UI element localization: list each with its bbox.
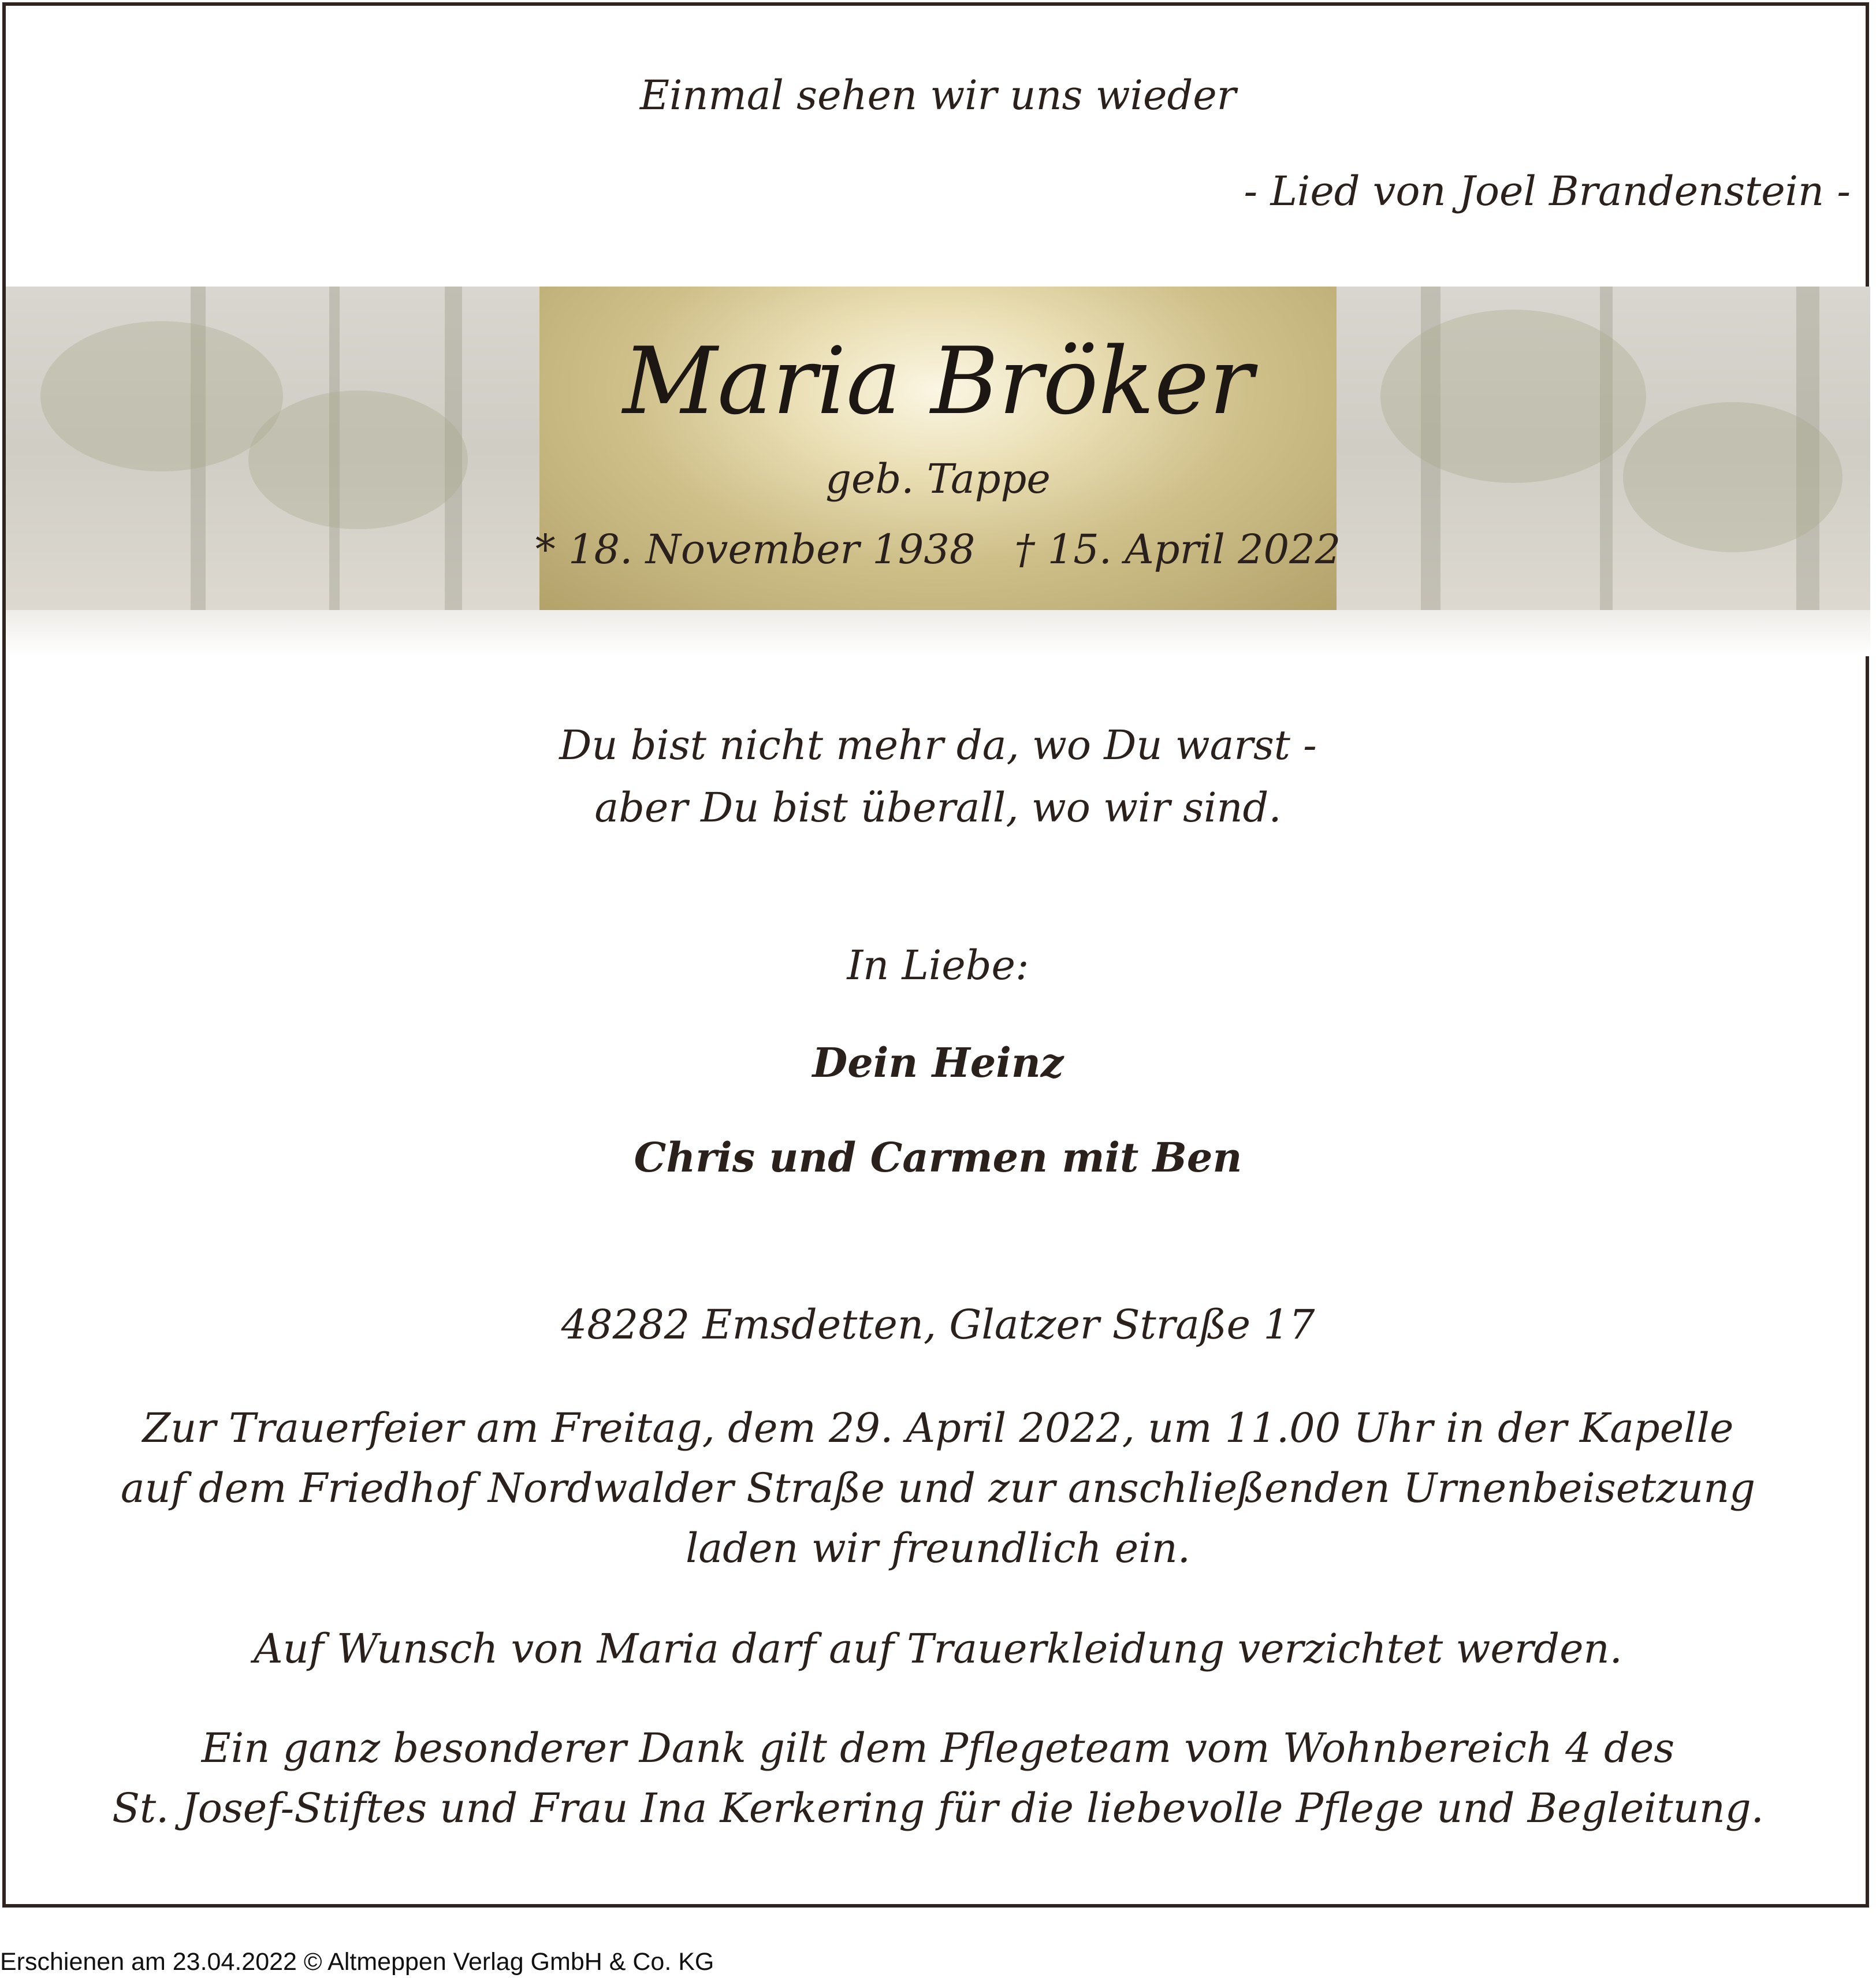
thanks-line-2: St. Josef-Stiftes und Frau Ina Kerkering für die liebevolle Pflege und Begleitung. — [112, 1784, 1764, 1832]
thanks-line-1: Ein ganz besonderer Dank gilt dem Pflegeteam vom Wohnbereich 4 des — [201, 1724, 1675, 1772]
motto: Einmal sehen wir uns wieder — [639, 72, 1237, 119]
mourners-intro: In Liebe: — [847, 942, 1029, 989]
birth-date: * 18. November 1938 — [535, 526, 976, 573]
memorial-quote — [0, 714, 1876, 839]
family-address: 48282 Emsdetten, Glatzer Straße 17 — [561, 1301, 1315, 1348]
quote-line-1: Du bist nicht mehr da, wo Du warst - — [559, 722, 1317, 769]
publication-footer: Erschienen am 23.04.2022 © Altmeppen Verlag GmbH & Co. KG — [0, 1948, 714, 1976]
banner-fade — [6, 610, 1870, 656]
ceremony-notice — [0, 1398, 1876, 1578]
dress-note: Auf Wunsch von Maria darf auf Trauerkleidung verzichtet werden. — [254, 1625, 1622, 1672]
maiden-name: geb. Tappe — [825, 455, 1051, 503]
ceremony-line-3: laden wir freundlich ein. — [686, 1525, 1190, 1572]
mourner-family: Chris und Carmen mit Ben — [634, 1133, 1242, 1181]
ceremony-line-2: auf dem Friedhof Nordwalder Straße und zur anschließenden Urnenbeisetzung — [120, 1464, 1756, 1512]
motto-source: - Lied von Joel Brandenstein - — [1244, 168, 1851, 215]
thanks-note — [0, 1718, 1876, 1838]
death-date: † 15. April 2022 — [1014, 526, 1341, 573]
life-dates — [0, 526, 1876, 573]
quote-line-2: aber Du bist überall, wo wir sind. — [594, 784, 1282, 831]
ceremony-line-1: Zur Trauerfeier am Freitag, dem 29. April 2022, um 11.00 Uhr in der Kapelle — [142, 1404, 1734, 1452]
deceased-name: Maria Bröker — [623, 327, 1253, 435]
mourner-heinz: Dein Heinz — [812, 1039, 1064, 1087]
